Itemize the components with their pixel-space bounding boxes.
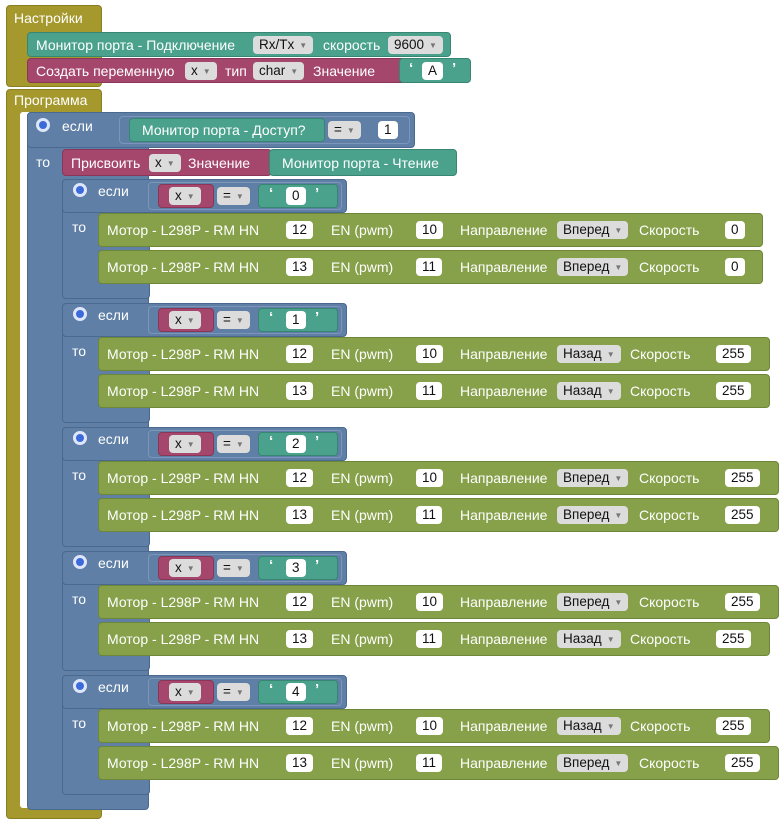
chevron-down-icon: ▼	[614, 263, 623, 272]
chevron-down-icon: ▼	[235, 440, 244, 449]
motor-pin-field[interactable]: 12	[286, 593, 313, 611]
chevron-down-icon: ▼	[299, 41, 308, 50]
speed-label: Скорость	[639, 755, 700, 771]
motor-pin-field[interactable]: 12	[286, 469, 313, 487]
en-label: EN (pwm)	[331, 346, 394, 362]
compare-operator-dropdown[interactable]: = ▼	[217, 187, 250, 205]
serial-speed-dropdown[interactable]	[388, 36, 443, 54]
direction-label: Направление	[460, 470, 548, 486]
direction-dropdown[interactable]: Вперед ▼	[557, 754, 628, 772]
en-pin-field[interactable]: 11	[416, 382, 442, 400]
variable-get-dropdown[interactable]: x ▼	[169, 187, 201, 205]
chevron-down-icon: ▼	[202, 67, 211, 76]
en-label: EN (pwm)	[331, 507, 394, 523]
if-label: если	[98, 679, 129, 695]
direction-label: Направление	[460, 507, 548, 523]
chevron-down-icon: ▼	[186, 192, 195, 201]
chevron-down-icon: ▼	[606, 350, 615, 359]
chevron-down-icon: ▼	[614, 759, 623, 768]
motor-pin-field[interactable]: 12	[286, 717, 313, 735]
direction-dropdown[interactable]: Назад ▼	[557, 345, 621, 363]
quote-close-icon: ’	[452, 60, 457, 77]
serial-port-dropdown[interactable]	[253, 36, 313, 54]
compare-operator-dropdown[interactable]: = ▼	[217, 435, 250, 453]
char-literal-field[interactable]: A	[422, 62, 443, 80]
direction-dropdown[interactable]: Назад ▼	[557, 717, 621, 735]
if-label: если	[98, 307, 129, 323]
speed-label: Скорость	[639, 507, 700, 523]
chevron-down-icon: ▼	[166, 159, 175, 168]
program-label: Программа	[14, 92, 88, 108]
variable-get-dropdown[interactable]: x ▼	[169, 311, 201, 329]
direction-label: Направление	[460, 259, 548, 275]
gear-icon[interactable]	[73, 183, 87, 197]
direction-dropdown[interactable]: Вперед ▼	[557, 221, 628, 239]
direction-dropdown[interactable]: Вперед ▼	[557, 258, 628, 276]
speed-field[interactable]: 255	[716, 630, 751, 648]
en-label: EN (pwm)	[331, 755, 394, 771]
en-label: EN (pwm)	[331, 631, 394, 647]
motor-label: Мотор - L298P - RM HN	[107, 346, 260, 362]
en-label: EN (pwm)	[331, 222, 394, 238]
then-label: то	[72, 467, 87, 483]
chevron-down-icon: ▼	[186, 564, 195, 573]
quote-open-icon: ‘	[269, 557, 274, 574]
serial-speed-value: 9600	[394, 37, 425, 52]
chevron-down-icon: ▼	[235, 688, 244, 697]
direction-label: Направление	[460, 222, 548, 238]
chevron-down-icon: ▼	[614, 474, 623, 483]
direction-dropdown[interactable]: Назад ▼	[557, 630, 621, 648]
chevron-down-icon: ▼	[614, 226, 623, 235]
if-label: если	[98, 431, 129, 447]
quote-open-icon: ‘	[269, 309, 274, 326]
motor-label: Мотор - L298P - RM HN	[107, 631, 260, 647]
chevron-down-icon: ▼	[186, 316, 195, 325]
en-pin-field[interactable]: 10	[416, 469, 443, 487]
speed-field[interactable]: 255	[716, 382, 751, 400]
assign-value-label: Значение	[188, 155, 251, 171]
speed-label: Скорость	[639, 259, 700, 275]
serial-available-label: Монитор порта - Доступ?	[142, 122, 306, 138]
chevron-down-icon: ▼	[606, 722, 615, 731]
motor-pin-field[interactable]: 13	[286, 630, 313, 648]
gear-icon[interactable]	[73, 555, 87, 569]
variable-type-label: тип	[225, 63, 247, 79]
chevron-down-icon: ▼	[186, 688, 195, 697]
char-literal-field[interactable]: 2	[286, 435, 306, 453]
speed-field[interactable]: 0	[725, 258, 745, 276]
compare-operator-dropdown[interactable]: = ▼	[217, 683, 250, 701]
gear-icon[interactable]	[73, 679, 87, 693]
motor-pin-field[interactable]: 13	[286, 382, 313, 400]
speed-label: Скорость	[639, 470, 700, 486]
quote-open-icon: ‘	[269, 185, 274, 202]
chevron-down-icon: ▼	[614, 598, 623, 607]
compare-operator-dropdown[interactable]: = ▼	[217, 559, 250, 577]
en-pin-field[interactable]: 10	[416, 221, 443, 239]
gear-icon[interactable]	[73, 307, 87, 321]
motor-pin-field[interactable]: 12	[286, 345, 313, 363]
chevron-down-icon: ▼	[290, 67, 299, 76]
en-label: EN (pwm)	[331, 594, 394, 610]
compare-operator-dropdown[interactable]: = ▼	[217, 311, 250, 329]
variable-name-value: x	[191, 63, 198, 78]
assign-variable-dropdown[interactable]: x ▼	[149, 154, 181, 172]
quote-close-icon: ’	[315, 557, 320, 574]
speed-field[interactable]: 255	[716, 717, 751, 735]
direction-dropdown[interactable]: Назад ▼	[557, 382, 621, 400]
serial-read-label: Монитор порта - Чтение	[282, 155, 439, 171]
speed-field[interactable]: 255	[716, 345, 751, 363]
direction-label: Направление	[460, 383, 548, 399]
assign-label: Присвоить	[71, 155, 141, 171]
chevron-down-icon: ▼	[235, 564, 244, 573]
motor-label: Мотор - L298P - RM HN	[107, 470, 260, 486]
char-literal-field[interactable]: 0	[286, 187, 306, 205]
chevron-down-icon: ▼	[606, 635, 615, 644]
en-pin-field[interactable]: 11	[416, 506, 442, 524]
chevron-down-icon: ▼	[614, 511, 623, 520]
speed-label: Скорость	[630, 718, 691, 734]
then-label: то	[72, 343, 87, 359]
quote-open-icon: ‘	[269, 681, 274, 698]
en-pin-field[interactable]: 10	[416, 593, 443, 611]
compare-number-field[interactable]: 1	[378, 121, 398, 139]
gear-icon[interactable]	[73, 431, 87, 445]
speed-field[interactable]: 255	[725, 754, 760, 772]
direction-dropdown[interactable]: Вперед ▼	[557, 593, 628, 611]
char-literal-field[interactable]: 3	[286, 559, 306, 577]
variable-type-value: char	[259, 63, 286, 78]
compare-operator-dropdown[interactable]: = ▼	[328, 121, 361, 139]
speed-field[interactable]: 255	[725, 506, 760, 524]
motor-label: Мотор - L298P - RM HN	[107, 594, 260, 610]
en-pin-field[interactable]: 11	[416, 258, 442, 276]
variable-type-dropdown[interactable]	[253, 62, 304, 80]
quote-close-icon: ’	[315, 185, 320, 202]
setup-label: Настройки	[14, 10, 83, 26]
char-literal-field[interactable]: 4	[286, 683, 306, 701]
motor-label: Мотор - L298P - RM HN	[107, 507, 260, 523]
variable-name-dropdown[interactable]	[185, 62, 217, 80]
quote-close-icon: ’	[315, 309, 320, 326]
serial-port-value: Rx/Tx	[259, 37, 295, 52]
serial-speed-label: скорость	[323, 37, 381, 53]
en-pin-field[interactable]: 10	[416, 717, 443, 735]
motor-label: Мотор - L298P - RM HN	[107, 755, 260, 771]
en-pin-field[interactable]: 11	[416, 754, 442, 772]
direction-label: Направление	[460, 346, 548, 362]
speed-field[interactable]: 255	[725, 469, 760, 487]
en-pin-field[interactable]: 11	[416, 630, 442, 648]
chevron-down-icon: ▼	[606, 387, 615, 396]
motor-pin-field[interactable]: 13	[286, 506, 313, 524]
en-label: EN (pwm)	[331, 718, 394, 734]
motor-pin-field[interactable]: 13	[286, 258, 313, 276]
speed-label: Скорость	[639, 594, 700, 610]
char-literal-field[interactable]: 1	[286, 311, 306, 329]
en-label: EN (pwm)	[331, 470, 394, 486]
serial-connect-label: Монитор порта - Подключение	[36, 37, 235, 53]
en-pin-field[interactable]: 10	[416, 345, 443, 363]
quote-close-icon: ’	[315, 681, 320, 698]
variable-get-dropdown[interactable]: x ▼	[169, 559, 201, 577]
create-variable-label: Создать переменную	[36, 63, 175, 79]
speed-label: Скорость	[630, 631, 691, 647]
chevron-down-icon: ▼	[235, 192, 244, 201]
en-label: EN (pwm)	[331, 383, 394, 399]
variable-get-dropdown[interactable]: x ▼	[169, 683, 201, 701]
motor-label: Мотор - L298P - RM HN	[107, 718, 260, 734]
speed-field[interactable]: 255	[725, 593, 760, 611]
quote-close-icon: ’	[315, 433, 320, 450]
then-label: то	[72, 715, 87, 731]
en-label: EN (pwm)	[331, 259, 394, 275]
motor-pin-field[interactable]: 12	[286, 221, 313, 239]
direction-label: Направление	[460, 755, 548, 771]
outer-if-label: если	[62, 118, 93, 134]
speed-label: Скорость	[630, 383, 691, 399]
direction-label: Направление	[460, 594, 548, 610]
chevron-down-icon: ▼	[186, 440, 195, 449]
variable-value-label: Значение	[313, 63, 376, 79]
motor-pin-field[interactable]: 13	[286, 754, 313, 772]
direction-dropdown[interactable]: Вперед ▼	[557, 469, 628, 487]
speed-field[interactable]: 0	[725, 221, 745, 239]
motor-label: Мотор - L298P - RM HN	[107, 222, 260, 238]
speed-label: Скорость	[630, 346, 691, 362]
chevron-down-icon: ▼	[235, 316, 244, 325]
if-label: если	[98, 555, 129, 571]
motor-label: Мотор - L298P - RM HN	[107, 259, 260, 275]
direction-dropdown[interactable]: Вперед ▼	[557, 506, 628, 524]
chevron-down-icon: ▼	[429, 41, 437, 50]
direction-label: Направление	[460, 631, 548, 647]
direction-label: Направление	[460, 718, 548, 734]
speed-label: Скорость	[639, 222, 700, 238]
outer-then-label: то	[36, 154, 51, 170]
quote-open-icon: ‘	[409, 60, 414, 77]
quote-open-icon: ‘	[269, 433, 274, 450]
variable-get-dropdown[interactable]: x ▼	[169, 435, 201, 453]
chevron-down-icon: ▼	[346, 126, 355, 135]
if-label: если	[98, 183, 129, 199]
then-label: то	[72, 219, 87, 235]
motor-label: Мотор - L298P - RM HN	[107, 383, 260, 399]
gear-icon[interactable]	[36, 118, 50, 132]
then-label: то	[72, 591, 87, 607]
